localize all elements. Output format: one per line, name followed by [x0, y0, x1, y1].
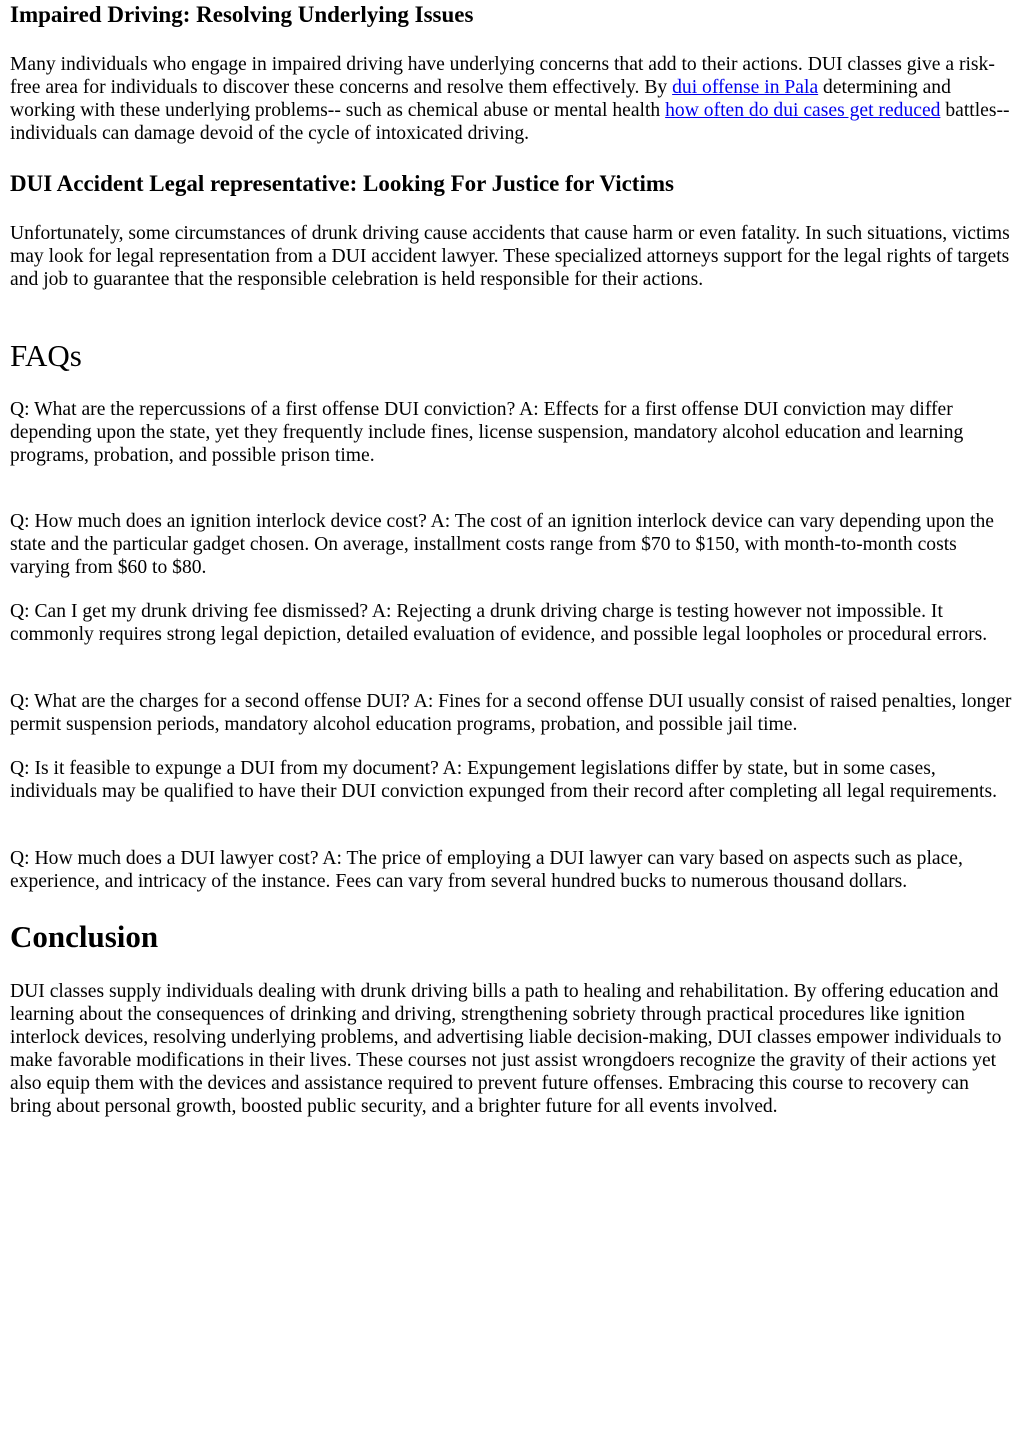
section-heading-faqs: FAQs — [10, 338, 82, 373]
section-heading-impaired-driving: Impaired Driving: Resolving Underlying Issues — [10, 2, 474, 27]
section-heading-conclusion: Conclusion — [10, 919, 159, 954]
section-heading-dui-accident: DUI Accident Legal representative: Looking For Justice for Victims — [10, 171, 674, 196]
faq-item: Q: What are the repercussions of a first offense DUI conviction? A: Effects for a first offense DUI conviction may differ depending upon the state, yet they frequently include fines, license suspension, mandatory alcohol education and learning programs, probation, and possible prison time. — [10, 399, 964, 467]
paragraph-dui-accident: Unfortunately, some circumstances of drunk driving cause accidents that cause harm or even fatality. In such situations, victims may look for legal representation from a DUI accident lawyer. These specialized attorneys support for the legal rights of targets and job to guarantee that the responsible celebration is held responsible for their actions. — [10, 223, 1010, 291]
faq-item: Q: What are the charges for a second offense DUI? A: Fines for a second offense DUI usually consist of raised penalties, longer permit suspension periods, mandatory alcohol education programs, probation, and possible jail time. — [10, 691, 1012, 736]
paragraph-text: Many individuals who engage in impaired driving have underlying concerns that add to their actions. DUI classes give a risk-free area for individuals to discover these concerns and resolve them effectively. By — [10, 54, 995, 99]
paragraph-impaired-driving — [10, 53, 1014, 145]
faq-item: Q: Can I get my drunk driving fee dismissed? A: Rejecting a drunk driving charge is testing however not impossible. It commonly requires strong legal depiction, detailed evaluation of evidence, and possible legal loopholes or procedural errors. — [10, 601, 988, 646]
faq-item: Q: How much does an ignition interlock device cost? A: The cost of an ignition interlock device can vary depending upon the state and the particular gadget chosen. On average, installment costs range from $70 to $150, with month-to-month costs varying from $60 to $80. — [10, 511, 994, 579]
paragraph-text: determining and working with these underlying problems-- such as chemical abuse or mental health — [10, 77, 951, 122]
paragraph-conclusion: DUI classes supply individuals dealing with drunk driving bills a path to healing and rehabilitation. By offering education and learning about the consequences of drinking and driving, strengthening sobriety through practical procedures like ignition interlock devices, resolving underlying problems, and advertising liable decision-making, DUI classes empower individuals to make favorable modifications in their lives. These courses not just assist wrongdoers recognize the gravity of their actions yet also equip them with the devices and assistance required to prevent future offenses. Embracing this course to recovery can bring about personal growth, boosted public security, and a brighter future for all events involved. — [10, 981, 1002, 1118]
link-dui-offense-in-pala[interactable]: dui offense in Pala — [672, 77, 819, 99]
faq-item: Q: Is it feasible to expunge a DUI from my document? A: Expungement legislations differ by state, but in some cases, individuals may be qualified to have their DUI conviction expunged from their record after completing all legal requirements. — [10, 758, 997, 803]
faq-item: Q: How much does a DUI lawyer cost? A: The price of employing a DUI lawyer can vary based on aspects such as place, experience, and intricacy of the instance. Fees can vary from several hundred bucks to numerous thousand dollars. — [10, 848, 963, 893]
link-how-often-dui-cases-reduced[interactable]: how often do dui cases get reduced — [665, 100, 941, 122]
paragraph-text: battles-- individuals can damage devoid of the cycle of intoxicated driving. — [10, 100, 1010, 145]
